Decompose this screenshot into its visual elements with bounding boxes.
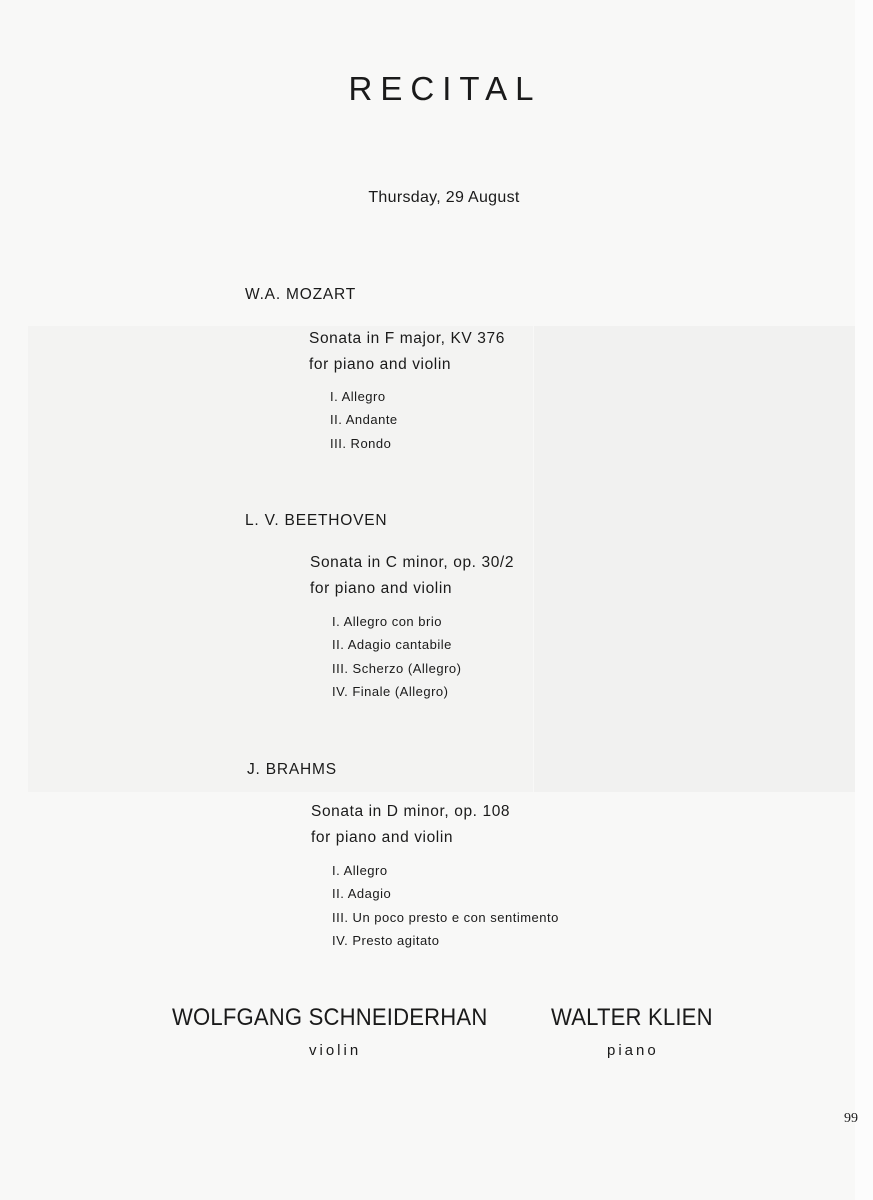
- movement-list-mozart: [330, 385, 398, 455]
- performer-name-violin: WOLFGANG SCHNEIDERHAN: [172, 1004, 488, 1031]
- movement-item: II. Adagio cantabile: [332, 637, 452, 653]
- page-edge: [855, 0, 873, 1200]
- movement-item: II. Andante: [330, 412, 398, 428]
- movement-list-brahms: [332, 859, 559, 952]
- movement-item: I. Allegro: [330, 389, 386, 404]
- performer-instrument-violin: violin: [309, 1042, 362, 1059]
- movement-item: IV. Finale (Allegro): [332, 683, 449, 699]
- work-title: Sonata in F major, KV 376: [309, 330, 505, 347]
- movement-item: IV. Presto agitato: [332, 932, 440, 948]
- movement-item: I. Allegro: [332, 863, 388, 878]
- composer-beethoven: L. V. BEETHOVEN: [245, 512, 388, 529]
- movement-item: III. Rondo: [330, 435, 392, 451]
- work-instrumentation: for piano and violin: [309, 356, 452, 373]
- work-instrumentation: for piano and violin: [310, 580, 453, 597]
- page-title: RECITAL: [348, 70, 542, 107]
- composer-brahms: J. BRAHMS: [247, 761, 337, 778]
- page-number: 99: [844, 1111, 858, 1126]
- movement-item: III. Scherzo (Allegro): [332, 660, 462, 676]
- work-brahms: [311, 799, 510, 851]
- work-instrumentation: for piano and violin: [311, 829, 454, 846]
- movement-item: III. Un poco presto e con sentimento: [332, 909, 559, 925]
- concert-date: Thursday, 29 August: [368, 189, 520, 206]
- show-through-panel-right: [534, 326, 860, 792]
- movement-item: II. Adagio: [332, 886, 392, 902]
- performer-instrument-piano: piano: [607, 1042, 659, 1059]
- performer-name-piano: WALTER KLIEN: [551, 1004, 713, 1031]
- work-title: Sonata in C minor, op. 30/2: [310, 554, 515, 571]
- work-mozart: [309, 326, 505, 378]
- movement-item: I. Allegro con brio: [332, 614, 442, 629]
- work-title: Sonata in D minor, op. 108: [311, 803, 511, 820]
- composer-mozart: W.A. MOZART: [245, 286, 356, 303]
- work-beethoven: [310, 550, 514, 602]
- movement-list-beethoven: [332, 610, 462, 703]
